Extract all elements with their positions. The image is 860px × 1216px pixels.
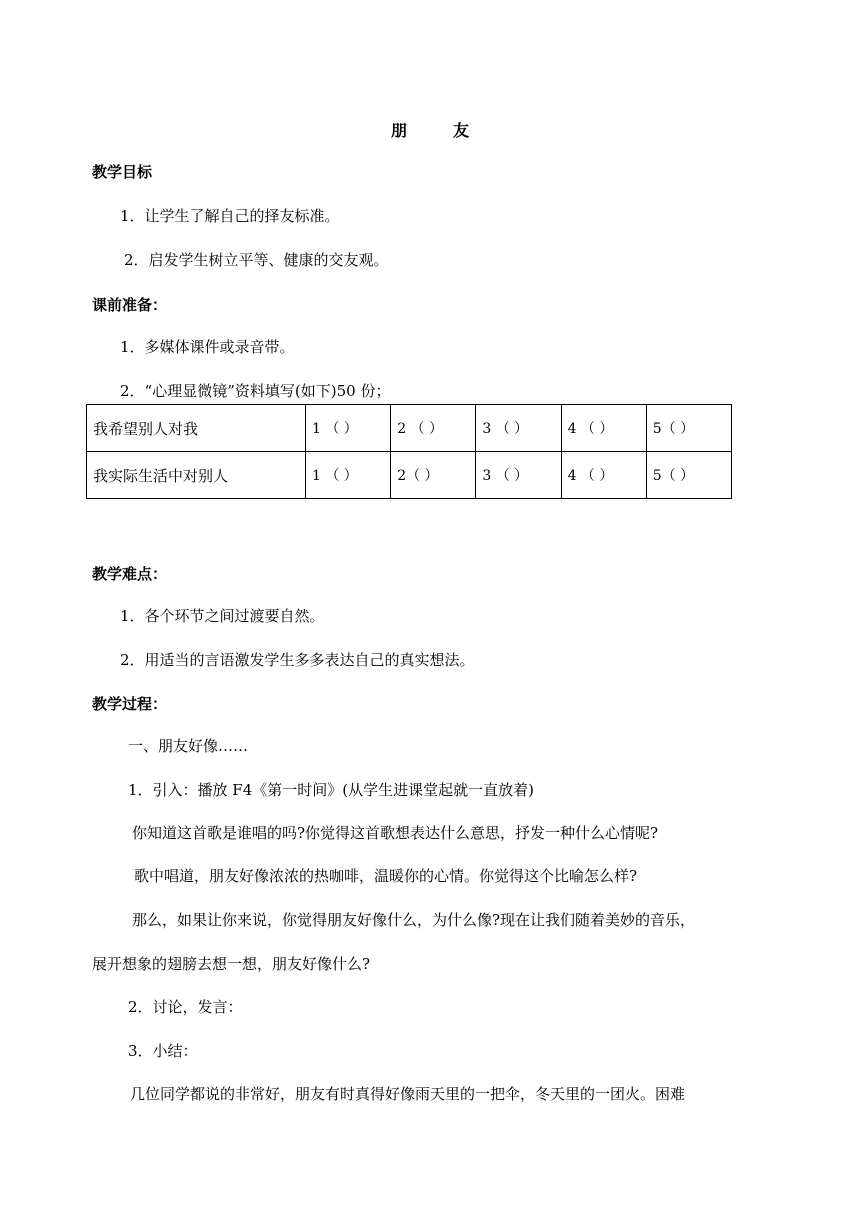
goal-item-1: 1．让学生了解自己的择友标准。 <box>120 207 340 225</box>
process-question-1: 你知道这首歌是谁唱的吗?你觉得这首歌想表达什么意思，抒发一种什么心情呢? <box>132 824 659 842</box>
table-cell: 2（ ） <box>391 452 476 499</box>
table-cell: 4 （ ） <box>561 452 646 499</box>
process-section-1: 一、朋友好像…… <box>128 737 249 755</box>
page-title <box>0 120 860 142</box>
process-step-3: 3．小结： <box>128 1042 198 1060</box>
title-char-2: 友 <box>453 121 470 140</box>
goal-item-2: 2．启发学生树立平等、健康的交友观。 <box>124 251 389 269</box>
table-cell: 1 （ ） <box>306 452 391 499</box>
table-row <box>87 405 732 452</box>
difficulty-heading: 教学难点： <box>92 565 168 583</box>
process-question-3-line-2: 展开想象的翅膀去想一想，朋友好像什么? <box>92 955 371 973</box>
process-heading: 教学过程： <box>92 695 168 713</box>
table-cell: 3 （ ） <box>476 405 561 452</box>
prep-heading: 课前准备： <box>92 296 168 314</box>
table-row-label: 我实际生活中对别人 <box>87 452 306 499</box>
table-cell: 1 （ ） <box>306 405 391 452</box>
table-cell: 3 （ ） <box>476 452 561 499</box>
table-cell: 5（ ） <box>646 405 731 452</box>
difficulty-item-2: 2．用适当的言语激发学生多多表达自己的真实想法。 <box>120 651 475 669</box>
table-cell: 4 （ ） <box>561 405 646 452</box>
process-summary-line-1: 几位同学都说的非常好，朋友有时真得好像雨天里的一把伞，冬天里的一团火。困难 <box>130 1085 686 1103</box>
goals-heading: 教学目标 <box>92 163 153 181</box>
table-cell: 5（ ） <box>646 452 731 499</box>
table-row <box>87 452 732 499</box>
prep-item-1: 1．多媒体课件或录音带。 <box>120 338 295 356</box>
table-row-label: 我希望别人对我 <box>87 405 306 452</box>
title-char-1: 朋 <box>390 121 407 140</box>
process-question-3-line-1: 那么，如果让你来说，你觉得朋友好像什么，为什么像?现在让我们随着美妙的音乐， <box>132 911 696 929</box>
prep-item-2: 2．“心理显微镜”资料填写(如下)50 份； <box>120 382 391 400</box>
process-question-2: 歌中唱道，朋友好像浓浓的热咖啡，温暖你的心情。你觉得这个比喻怎么样? <box>134 867 638 885</box>
difficulty-item-1: 1．各个环节之间过渡要自然。 <box>120 607 325 625</box>
process-step-1: 1．引入：播放 F4《第一时间》(从学生进课堂起就一直放着) <box>128 781 534 799</box>
psychology-microscope-table <box>86 404 732 499</box>
process-step-2: 2．讨论，发言： <box>128 998 243 1016</box>
table-cell: 2 （ ） <box>391 405 476 452</box>
